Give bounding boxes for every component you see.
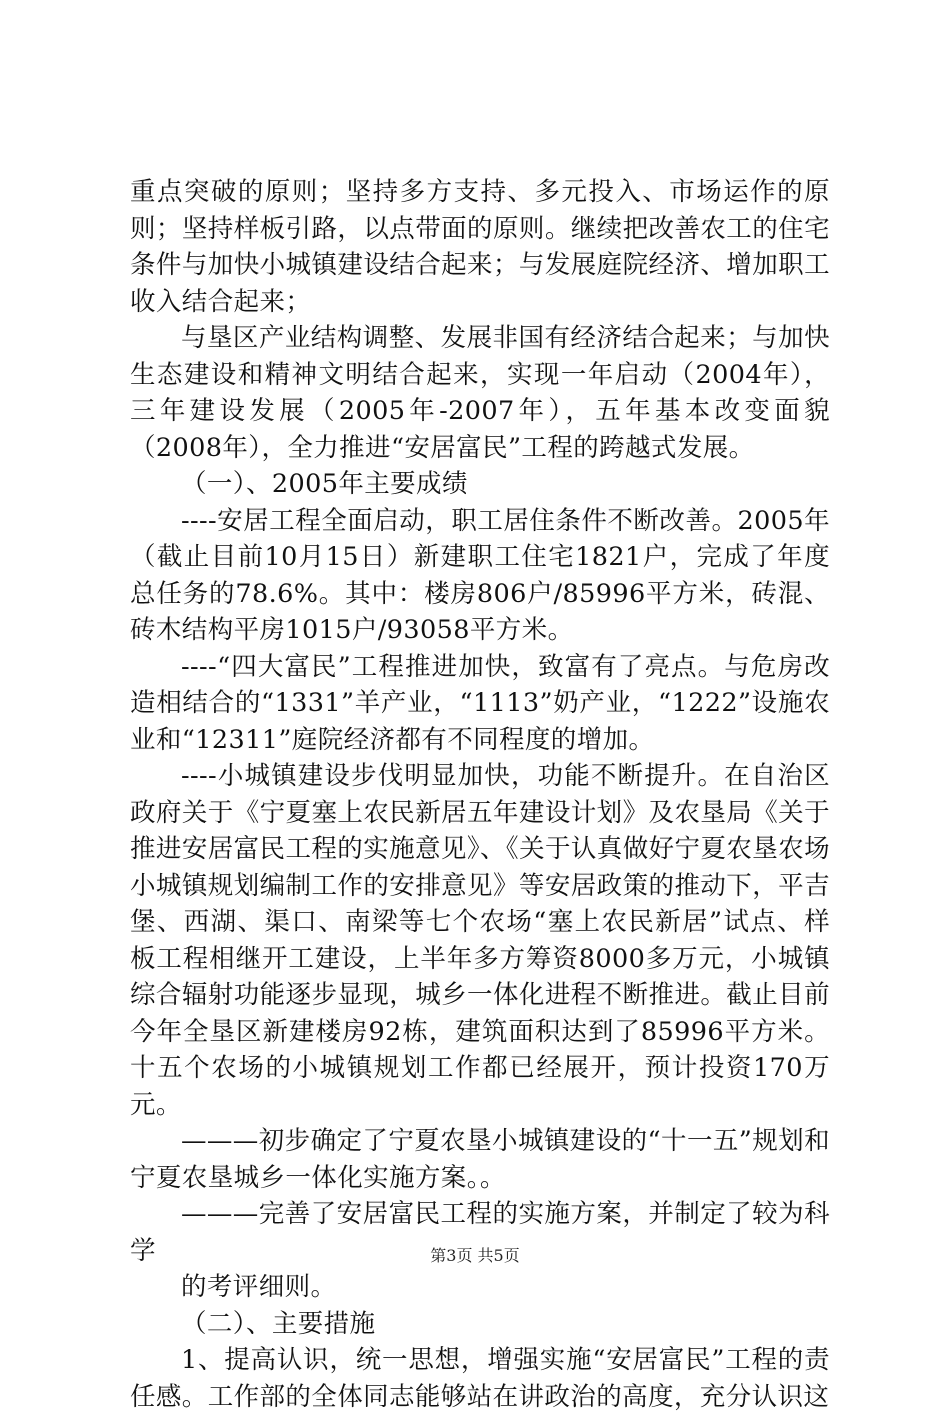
section-heading-achievements: （一）、2005年主要成绩 <box>181 469 468 499</box>
paragraph-2: 与垦区产业结构调整、发展非国有经济结合起来；与加快生态建设和精神文明结合起来，实现一年启动（2004年），三年建设发展（2005年-2007年），五年基本改变面貌（2008年），全力推进“安居富民”工程的跨越式发展。 <box>130 323 830 463</box>
paragraph-four-projects: ----“四大富民”工程推进加快，致富有了亮点。与危房改造相结合的“1331”羊产业，“1113”奶产业，“1222”设施农业和“12311”庭院经济都有不同程度的增加。 <box>130 651 830 755</box>
paragraph-housing: ----安居工程全面启动，职工居住条件不断改善。2005年（截止目前10月15日）新建职工住宅1821户，完成了年度总任务的78.6%。其中：楼房806户/85996平方米，砖混、砖木结构平房1015户/93058平方米。 <box>130 505 830 645</box>
paragraph-planning: ———初步确定了宁夏农垦小城镇建设的“十一五”规划和宁夏农垦城乡一体化实施方案。。 <box>130 1126 830 1193</box>
paragraph-measure-1: 1、提高认识，统一思想，增强实施“安居富民”工程的责任感。工作部的全体同志能够站在讲政治的高度，充分认识这 <box>130 1345 830 1412</box>
page-footer: 第3页 共5页 <box>430 1246 520 1265</box>
document-body <box>130 174 830 1415</box>
section-heading-measures: （二）、主要措施 <box>181 1308 376 1339</box>
paragraph-small-towns: ----小城镇建设步伐明显加快，功能不断提升。在自治区政府关于《宁夏塞上农民新居五年建设计划》及农垦局《关于推进安居富民工程的实施意见》、《关于认真做好宁夏农垦农场小城镇规划编制工作的安排意见》等安居政策的推动下，平吉堡、西湖、渠口、南梁等七个农场“塞上农民新居”试点、样板工程相继开工建设，上半年多方筹资8000多万元，小城镇综合辐射功能逐步显现，城乡一体化进程不断推进。截止目前今年全垦区新建楼房92栋，建筑面积达到了85996平方米。十五个农场的小城镇规划工作都已经展开，预计投资170万元。 <box>130 761 830 1120</box>
paragraph-1: 重点突破的原则；坚持多方支持、多元投入、市场运作的原则；坚持样板引路，以点带面的原则。继续把改善农工的住宅条件与加快小城镇建设结合起来；与发展庭院经济、增加职工收入结合起来； <box>130 177 830 317</box>
paragraph-evaluation: 的考评细则。 <box>181 1272 337 1302</box>
paragraph-implementation: ———完善了安居富民工程的实施方案，并制定了较为科学 <box>130 1199 830 1266</box>
